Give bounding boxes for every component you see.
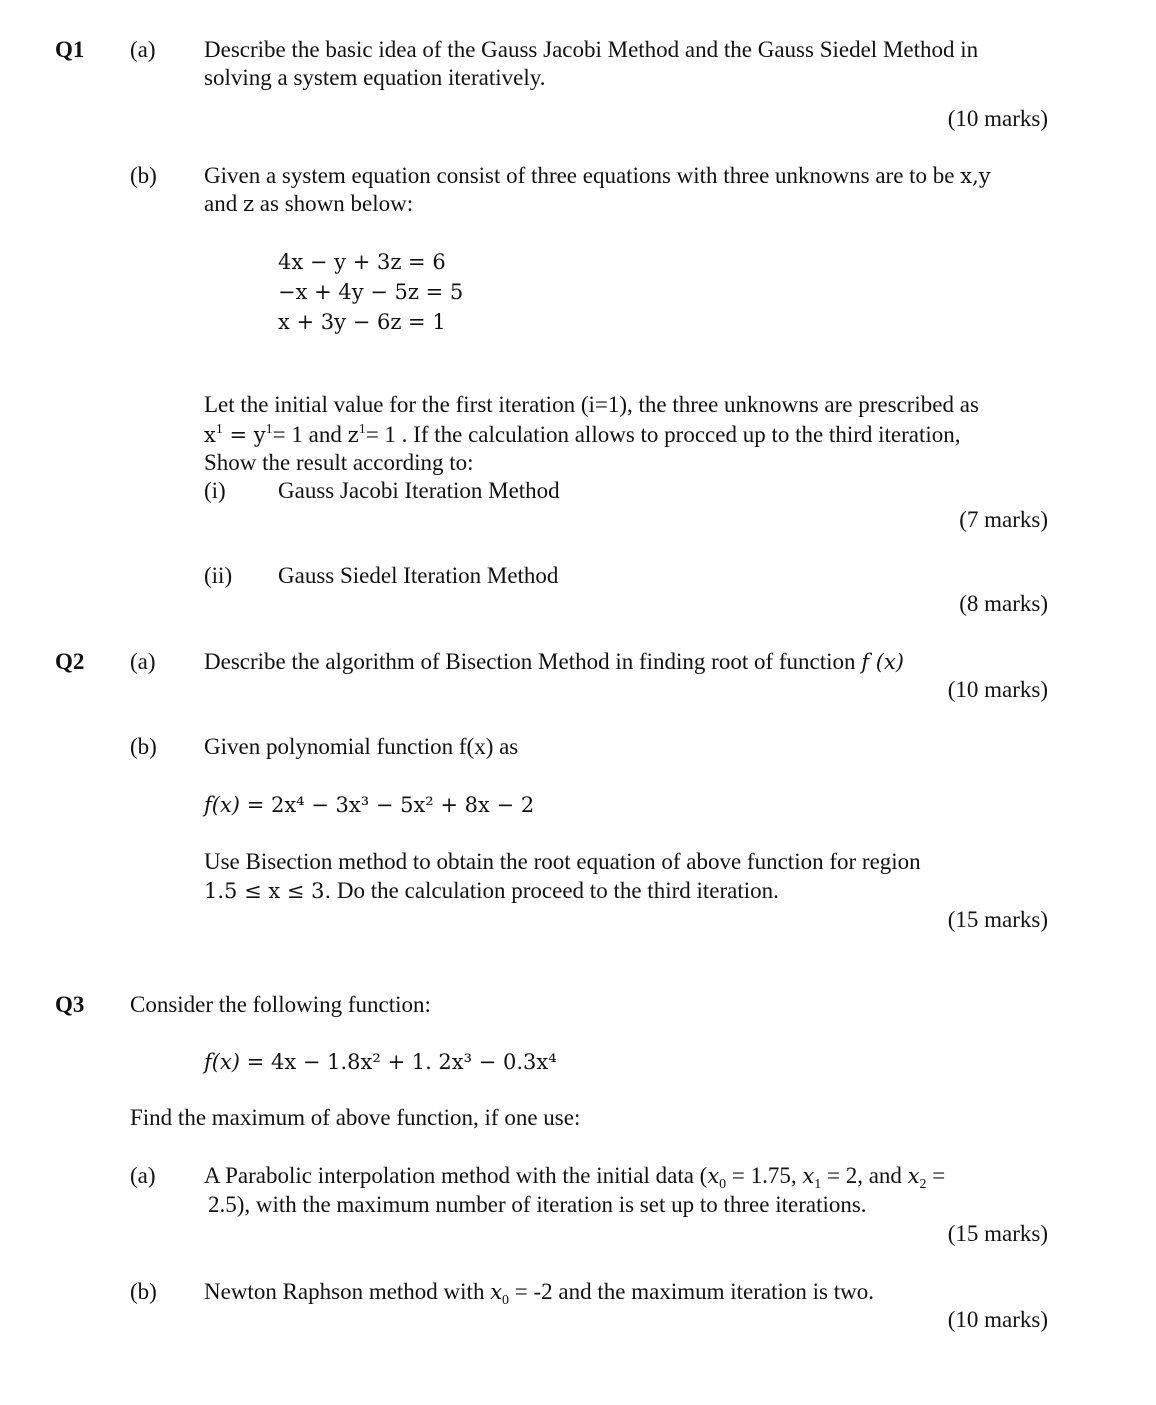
q1b-i-label: (i) (204, 478, 226, 503)
q1b-line1 (204, 162, 991, 190)
q3-formula (204, 1048, 557, 1076)
q2b-formula (204, 791, 534, 819)
q2b-use-line2 (204, 877, 779, 905)
q2a-label: (a) (130, 649, 156, 674)
q2a-text (204, 648, 904, 676)
q3b-x0-sub: 0 (502, 1293, 510, 1308)
q2b-formula-lhs: f(x) (204, 793, 241, 817)
init-eq: = (222, 423, 254, 447)
q3a-line2: 2.5), with the maximum number of iteration is set up to three iterations. (208, 1192, 867, 1217)
q3-formula-rhs: = 4x − 1.8x² + 1. 2x³ − 0.3x⁴ (240, 1050, 557, 1074)
q1b-line2-post: as shown below: (254, 191, 414, 216)
q1b-ii-label: (ii) (204, 563, 233, 588)
q3-intro: Consider the following function: (130, 992, 431, 1017)
q3a-marks: (15 marks) (947, 1221, 1048, 1246)
q3a-x1-sub: 1 (814, 1177, 822, 1192)
q1b-i-marks: (7 marks) (959, 507, 1048, 532)
init-z-sup: 1 (358, 422, 366, 437)
q2b-line1: Given polynomial function f(x) as (204, 734, 519, 759)
init-val2: = 1 . If the calculation allows to procced up to the third iteration, (365, 422, 961, 447)
q3-number: Q3 (55, 992, 85, 1017)
q2-number: Q2 (55, 649, 85, 674)
q2b-range: 1.5 ≤ x ≤ 3. (204, 879, 332, 903)
q1-number: Q1 (55, 37, 85, 62)
q3a-x2-sub: 2 (919, 1177, 927, 1192)
q1a-line2: solving a system equation iteratively. (204, 65, 546, 90)
init-y-sup: 1 (265, 422, 273, 437)
equation-3: x + 3y − 6z = 1 (278, 310, 446, 334)
q1b-line1-vars: x,y (960, 164, 991, 188)
q2b-use-line1: Use Bisection method to obtain the root equation of above function for region (204, 849, 921, 874)
q3a-x0-sub: 0 (719, 1177, 727, 1192)
equation-1: 4x − y + 3z = 6 (278, 250, 446, 274)
q2a-marks: (10 marks) (947, 677, 1048, 702)
q3a-v1: = 2, and (821, 1163, 908, 1188)
q3a-x0: x (707, 1164, 720, 1188)
q3-formula-lhs: f(x) (204, 1050, 241, 1074)
q3b-marks: (10 marks) (947, 1307, 1048, 1332)
q3b-label: (b) (130, 1279, 157, 1304)
q3a-v0: = 1.75, (726, 1163, 803, 1188)
q3b-line (204, 1278, 874, 1306)
q3a-v2: = (926, 1163, 946, 1188)
q1b-ii-text: Gauss Siedel Iteration Method (278, 563, 559, 588)
init-val1: = 1 and (272, 422, 348, 447)
q2a-text-main: Describe the algorithm of Bisection Method in finding root of function (204, 649, 862, 674)
q3b-x0: x (490, 1280, 503, 1304)
q1b-line2-pre: and (204, 191, 243, 216)
q1b-i-text: Gauss Jacobi Iteration Method (278, 478, 560, 503)
q1b-line1-text: Given a system equation consist of three equations with three unknowns are to be (204, 163, 961, 188)
q3a-x1: x (802, 1164, 815, 1188)
init-x-sup: 1 (215, 422, 223, 437)
q1a-line1: Describe the basic idea of the Gauss Jacobi Method and the Gauss Siedel Method in (204, 37, 979, 62)
q1b-line2 (204, 190, 413, 218)
q2b-formula-rhs: = 2x⁴ − 3x³ − 5x² + 8x − 2 (240, 793, 535, 817)
q2b-use-line2-post: Do the calculation proceed to the third iteration. (331, 878, 779, 903)
q1a-label: (a) (130, 37, 156, 62)
q3a-x2: x (907, 1164, 920, 1188)
q1b-label: (b) (130, 163, 157, 188)
init-z: z (347, 423, 359, 447)
equation-2: −x + 4y − 5z = 5 (278, 280, 464, 304)
q3b-pre: Newton Raphson method with (204, 1279, 491, 1304)
q3-find: Find the maximum of above function, if one use: (130, 1105, 581, 1130)
q2a-fx: f (x) (861, 650, 904, 674)
q1b-init-line2 (204, 421, 961, 449)
init-y: y (253, 423, 266, 447)
q2b-marks: (15 marks) (947, 907, 1048, 932)
q3a-label: (a) (130, 1163, 156, 1188)
init-x: x (204, 423, 216, 447)
q3b-post: = -2 and the maximum iteration is two. (509, 1279, 874, 1304)
q3a-line1 (204, 1162, 945, 1190)
q2b-label: (b) (130, 734, 157, 759)
q1b-ii-marks: (8 marks) (959, 591, 1048, 616)
q1b-line2-var: z (242, 192, 255, 216)
q3a-line1-pre: A Parabolic interpolation method with the initial data ( (204, 1163, 708, 1188)
q1b-init-line1: Let the initial value for the first iteration (i=1), the three unknowns are prescribed as (204, 392, 979, 417)
q1a-marks: (10 marks) (947, 106, 1048, 131)
q1b-init-line3: Show the result according to: (204, 450, 474, 475)
